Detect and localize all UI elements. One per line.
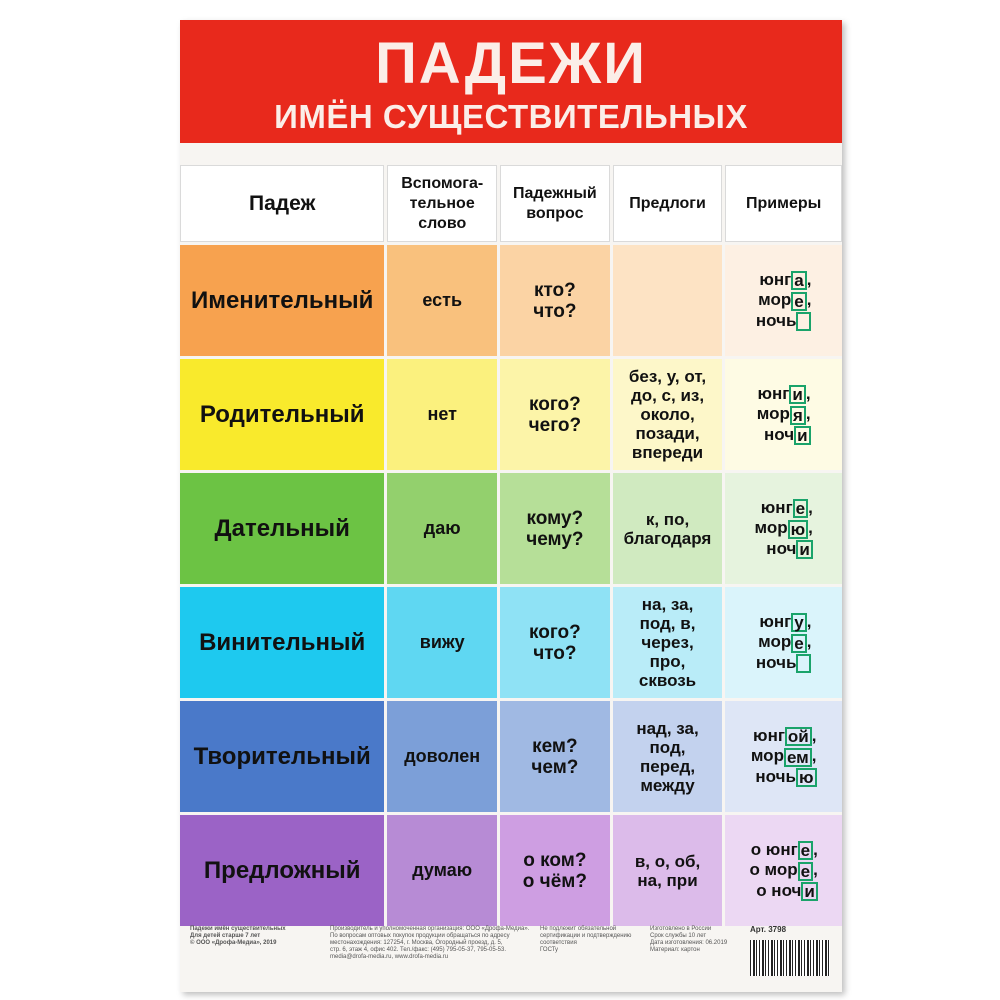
example-word — [754, 539, 812, 559]
ending-box: е — [791, 634, 806, 653]
word-punctuation: , — [813, 840, 818, 860]
word-stem: юнг — [757, 384, 790, 404]
examples — [725, 473, 842, 584]
helper-word: нет — [387, 359, 497, 470]
word-punctuation: , — [808, 518, 813, 538]
examples — [725, 587, 842, 698]
case-question: о ком? о чём? — [500, 815, 610, 926]
example-word — [756, 311, 812, 331]
case-name: Родительный — [180, 359, 384, 470]
header-helper-word: Вспомога- тельное слово — [387, 165, 497, 242]
case-question: кого? что? — [500, 587, 610, 698]
prepositions: к, по, благодаря — [613, 473, 723, 584]
footer-certification-info: Не подлежит обязательной сертификации и подтверждению соответствия ГОСТу — [540, 926, 632, 953]
word-stem: ночь — [755, 766, 796, 786]
table-row — [180, 587, 842, 698]
case-name: Именительный — [180, 245, 384, 356]
prepositions: без, у, от, до, с, из, около, позади, впереди — [613, 359, 723, 470]
ending-box: е — [798, 862, 813, 881]
word-stem: ночь — [755, 652, 797, 672]
prepositions — [613, 245, 723, 356]
word-punctuation: , — [811, 746, 817, 766]
header-case: Падеж — [180, 165, 384, 242]
table-row — [180, 701, 842, 812]
case-question: кто? что? — [500, 245, 610, 356]
examples-list — [756, 612, 812, 672]
example-word — [754, 498, 812, 518]
prepositions: над, за, под, перед, между — [613, 701, 723, 812]
examples-list — [754, 498, 812, 558]
header-question: Падежный вопрос — [500, 165, 610, 242]
cases-table — [180, 165, 842, 929]
case-question: кому? чему? — [500, 473, 610, 584]
table-header-row — [180, 165, 842, 242]
helper-word: вижу — [387, 587, 497, 698]
word-punctuation: , — [806, 270, 812, 290]
word-punctuation: , — [806, 612, 812, 632]
ending-box: ю — [788, 520, 809, 539]
example-word — [754, 518, 812, 538]
word-stem: ноч — [766, 538, 797, 558]
example-word — [749, 860, 817, 880]
case-name: Предложный — [180, 815, 384, 926]
page-subtitle: ИМЁН СУЩЕСТВИТЕЛЬНЫХ — [274, 98, 748, 135]
word-punctuation: , — [806, 290, 812, 310]
footer-product-info: Падежи имён существительных Для детей старше 7 лет © ООО «Дрофа-Медиа», 2019 — [190, 926, 286, 946]
word-stem: мор — [758, 290, 792, 310]
helper-word: даю — [387, 473, 497, 584]
ending-box: и — [801, 882, 817, 901]
page-title: ПАДЕЖИ — [375, 31, 647, 96]
word-stem: о ноч — [756, 880, 802, 900]
example-word — [756, 290, 812, 310]
ending-box — [796, 654, 811, 673]
example-word — [757, 425, 811, 445]
article-number: Арт. 3798 — [750, 925, 787, 934]
case-question: кем? чем? — [500, 701, 610, 812]
examples-list — [757, 384, 811, 444]
ending-box: и — [794, 426, 810, 445]
header-examples: Примеры — [725, 165, 842, 242]
example-word — [757, 404, 811, 424]
example-word — [751, 767, 817, 787]
case-name: Винительный — [180, 587, 384, 698]
word-stem: мор — [750, 746, 784, 766]
word-stem: юнг — [759, 270, 792, 290]
example-word — [751, 726, 817, 746]
word-stem: ночь — [755, 310, 797, 330]
ending-box: е — [793, 499, 808, 518]
poster — [180, 20, 842, 992]
word-punctuation: , — [806, 632, 812, 652]
prepositions: в, о, об, на, при — [613, 815, 723, 926]
word-stem: о юнг — [750, 840, 798, 860]
example-word — [756, 270, 812, 290]
example-word — [757, 384, 811, 404]
example-word — [756, 653, 812, 673]
examples — [725, 245, 842, 356]
helper-word: думаю — [387, 815, 497, 926]
word-punctuation: , — [811, 726, 817, 746]
example-word — [749, 881, 817, 901]
ending-box: ю — [796, 768, 817, 787]
word-stem: мор — [758, 632, 792, 652]
ending-box: и — [796, 540, 812, 559]
examples — [725, 815, 842, 926]
footer-manufacturer-info: Производитель и уполномоченная организация: ООО «Дрофа-Медиа». По вопросам оптовых покупок продукции обращаться по адресу местонахождения: 127254, г. Москва, Огородный проезд, д. 5, стр. 6, этаж 4, офис 402. Тел./факс: (495) 795-05-37, 795-05-53. media@drofa-media.ru, www.drofa-media.ru — [330, 926, 530, 960]
helper-word: доволен — [387, 701, 497, 812]
helper-word: есть — [387, 245, 497, 356]
word-stem: ноч — [763, 424, 795, 444]
word-stem: мор — [754, 518, 788, 538]
examples-list — [756, 270, 812, 330]
case-question: кого? чего? — [500, 359, 610, 470]
table-row — [180, 473, 842, 584]
word-stem: мор — [756, 404, 790, 424]
word-punctuation: , — [808, 498, 813, 518]
ending-box: ой — [785, 727, 812, 746]
word-punctuation: , — [805, 384, 811, 404]
word-stem: юнг — [760, 498, 793, 518]
ending-box: е — [798, 841, 813, 860]
ending-box — [796, 312, 811, 331]
ending-box: а — [791, 271, 806, 290]
example-word — [756, 632, 812, 652]
footer — [190, 926, 832, 986]
table-row — [180, 359, 842, 470]
examples — [725, 701, 842, 812]
word-punctuation: , — [813, 860, 818, 880]
ending-box: я — [790, 406, 806, 425]
prepositions: на, за, под, в, через, про, сквозь — [613, 587, 723, 698]
table-row — [180, 815, 842, 926]
ending-box: у — [791, 613, 806, 632]
footer-production-info: Изготовлено в России Срок службы 10 лет Дата изготовления: 06.2019 Материал: картон — [650, 926, 728, 953]
example-word — [749, 840, 817, 860]
table-row — [180, 245, 842, 356]
barcode — [750, 940, 830, 976]
examples-list — [749, 840, 817, 900]
word-stem: юнг — [753, 726, 785, 746]
examples — [725, 359, 842, 470]
ending-box: е — [791, 292, 806, 311]
word-punctuation: , — [805, 404, 811, 424]
ending-box: ем — [784, 748, 812, 767]
word-stem: о мор — [749, 860, 798, 880]
examples-list — [751, 726, 817, 786]
ending-box: и — [789, 385, 805, 404]
word-stem: юнг — [759, 612, 792, 632]
title-banner — [180, 20, 842, 143]
example-word — [756, 612, 812, 632]
case-name: Дательный — [180, 473, 384, 584]
example-word — [751, 746, 817, 766]
header-prepositions: Предлоги — [613, 165, 723, 242]
case-name: Творительный — [180, 701, 384, 812]
